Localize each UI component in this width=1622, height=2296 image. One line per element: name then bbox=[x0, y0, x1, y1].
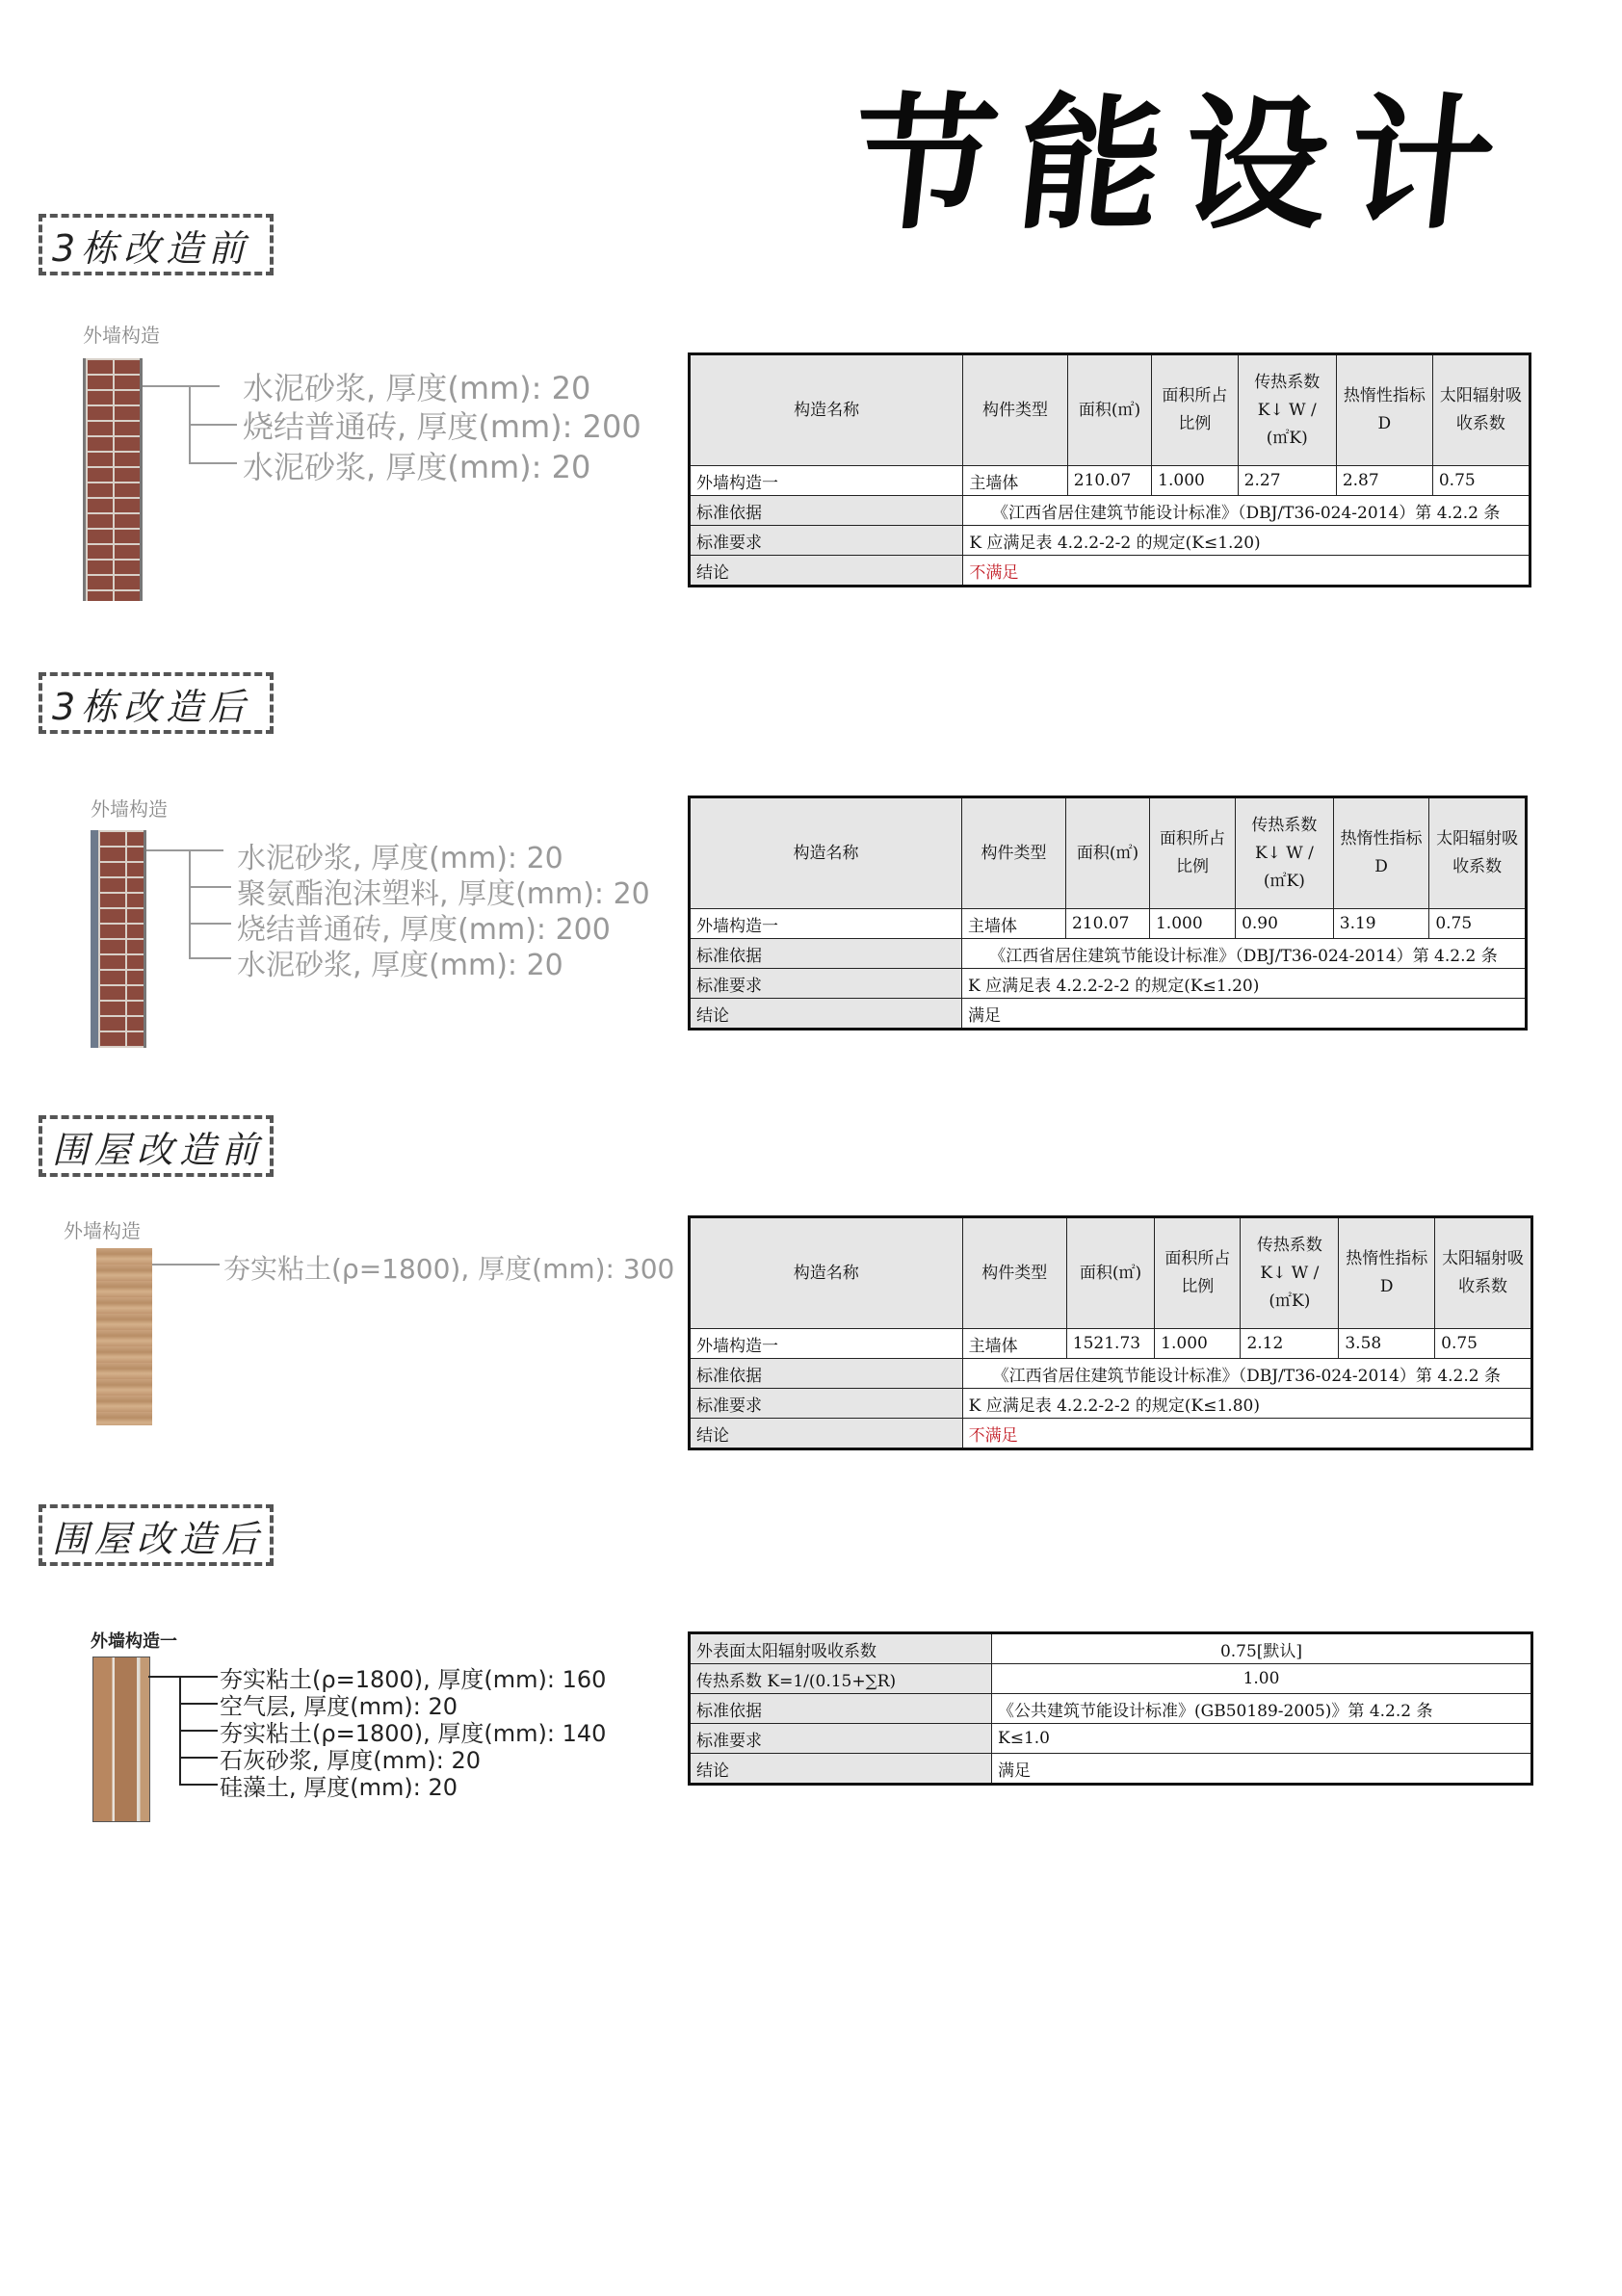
cell-conclusion: 满足 bbox=[962, 999, 1527, 1030]
leader-line bbox=[152, 1264, 220, 1265]
row-label: 标准依据 bbox=[690, 1694, 992, 1724]
row-label-requirement: 标准要求 bbox=[690, 1389, 963, 1419]
leader-line bbox=[179, 1703, 218, 1705]
cell-solar: 0.75 bbox=[1432, 466, 1530, 496]
wall-caption: 外墙构造一 bbox=[91, 1631, 177, 1652]
cell-requirement: K 应满足表 4.2.2-2-2 的规定(K≤1.20) bbox=[962, 969, 1527, 999]
row-label-conclusion: 结论 bbox=[690, 556, 963, 587]
table-row bbox=[690, 1754, 1532, 1785]
header-cell: 传热系数K↓ W / (㎡K) bbox=[1236, 797, 1334, 909]
table-row bbox=[690, 526, 1530, 556]
header-cell: 构件类型 bbox=[963, 354, 1067, 466]
header-cell: 热惰性指标 D bbox=[1336, 354, 1432, 466]
layered-earth-wall-illustration bbox=[92, 1657, 150, 1822]
layer-label: 烧结普通砖, 厚度(mm): 200 bbox=[243, 408, 641, 445]
table-row bbox=[690, 1694, 1532, 1724]
cell-value: 《公共建筑节能设计标准》(GB50189-2005)》第 4.2.2 条 bbox=[992, 1694, 1532, 1724]
header-cell: 构造名称 bbox=[690, 1217, 963, 1329]
header-cell: 面积(㎡) bbox=[1066, 1217, 1154, 1329]
cell-ratio: 1.000 bbox=[1155, 1329, 1241, 1359]
cell-d: 3.19 bbox=[1333, 909, 1429, 939]
layer-label: 石灰砂浆, 厚度(mm): 20 bbox=[220, 1747, 481, 1774]
section-title-tulou-before: 围屋改造前 bbox=[39, 1115, 274, 1177]
header-cell: 构造名称 bbox=[690, 797, 962, 909]
table-row bbox=[690, 1359, 1532, 1389]
row-label-conclusion: 结论 bbox=[690, 1419, 963, 1449]
leader-line bbox=[189, 923, 231, 925]
cell-standard: 《江西省居住建筑节能设计标准》（DBJ/T36-024-2014）第 4.2.2 条 bbox=[962, 1359, 1531, 1389]
header-cell: 面积(㎡) bbox=[1065, 797, 1149, 909]
layer-label: 水泥砂浆, 厚度(mm): 20 bbox=[243, 449, 591, 485]
header-cell: 构造名称 bbox=[690, 354, 963, 466]
header-cell: 太阳辐射吸收系数 bbox=[1432, 354, 1530, 466]
thermal-table-tulou-after bbox=[688, 1631, 1533, 1786]
section-title-building3-after: 3栋改造后 bbox=[39, 672, 274, 734]
row-label: 标准要求 bbox=[690, 1724, 992, 1754]
wall-caption: 外墙构造 bbox=[91, 797, 168, 821]
cell-value: K≤1.0 bbox=[992, 1724, 1532, 1754]
leader-line bbox=[189, 957, 231, 959]
table-row bbox=[690, 556, 1530, 587]
thermal-table-building3-before bbox=[688, 352, 1531, 587]
header-cell: 面积所占比例 bbox=[1149, 797, 1235, 909]
cell-name: 外墙构造一 bbox=[690, 909, 962, 939]
table-row bbox=[690, 1419, 1532, 1449]
leader-line bbox=[179, 1757, 218, 1759]
header-cell: 构件类型 bbox=[962, 1217, 1066, 1329]
row-label: 结论 bbox=[690, 1754, 992, 1785]
page-title: 节能设计 bbox=[843, 82, 1524, 249]
leader-line bbox=[189, 849, 191, 959]
row-label-conclusion: 结论 bbox=[690, 999, 962, 1030]
cell-solar: 0.75 bbox=[1429, 909, 1527, 939]
table-header-row bbox=[690, 1217, 1532, 1329]
table-row bbox=[690, 1633, 1532, 1664]
cell-value: 0.75[默认] bbox=[992, 1633, 1532, 1664]
cell-type: 主墙体 bbox=[963, 466, 1067, 496]
layer-label: 水泥砂浆, 厚度(mm): 20 bbox=[237, 949, 563, 982]
layer-label: 空气层, 厚度(mm): 20 bbox=[220, 1693, 458, 1720]
header-cell: 热惰性指标 D bbox=[1339, 1217, 1435, 1329]
header-cell: 构件类型 bbox=[962, 797, 1066, 909]
cell-d: 2.87 bbox=[1336, 466, 1432, 496]
row-label-requirement: 标准要求 bbox=[690, 969, 962, 999]
cell-d: 3.58 bbox=[1339, 1329, 1435, 1359]
leader-line bbox=[148, 1676, 218, 1678]
layer-label: 聚氨酯泡沫塑料, 厚度(mm): 20 bbox=[237, 877, 650, 911]
thermal-table-tulou-before bbox=[688, 1215, 1533, 1450]
header-cell: 传热系数K↓ W / (㎡K) bbox=[1238, 354, 1336, 466]
cell-area: 210.07 bbox=[1065, 909, 1149, 939]
section-title-building3-before: 3栋改造前 bbox=[39, 214, 274, 275]
leader-line bbox=[189, 424, 237, 426]
cell-standard: 《江西省居住建筑节能设计标准》（DBJ/T36-024-2014）第 4.2.2 条 bbox=[962, 939, 1527, 969]
cell-conclusion-fail: 不满足 bbox=[962, 1419, 1531, 1449]
thermal-table-building3-after bbox=[688, 796, 1528, 1031]
table-row bbox=[690, 909, 1527, 939]
cell-type: 主墙体 bbox=[962, 909, 1066, 939]
cell-ratio: 1.000 bbox=[1152, 466, 1239, 496]
layer-label: 夯实粘土(ρ=1800), 厚度(mm): 140 bbox=[220, 1720, 607, 1747]
header-cell: 太阳辐射吸收系数 bbox=[1429, 797, 1527, 909]
row-label-standard: 标准依据 bbox=[690, 939, 962, 969]
table-row bbox=[690, 939, 1527, 969]
cell-name: 外墙构造一 bbox=[690, 1329, 963, 1359]
cell-type: 主墙体 bbox=[962, 1329, 1066, 1359]
leader-line bbox=[143, 385, 220, 387]
header-cell: 热惰性指标 D bbox=[1333, 797, 1429, 909]
insulated-brick-wall-illustration bbox=[91, 830, 146, 1048]
layer-label: 水泥砂浆, 厚度(mm): 20 bbox=[243, 370, 591, 406]
table-row bbox=[690, 466, 1530, 496]
layer-label: 烧结普通砖, 厚度(mm): 200 bbox=[237, 913, 611, 947]
leader-line bbox=[189, 462, 237, 464]
cell-area: 210.07 bbox=[1067, 466, 1151, 496]
section-title-tulou-after: 围屋改造后 bbox=[39, 1504, 274, 1566]
cell-conclusion-fail: 不满足 bbox=[963, 556, 1530, 587]
layer-label: 水泥砂浆, 厚度(mm): 20 bbox=[237, 842, 563, 875]
cell-name: 外墙构造一 bbox=[690, 466, 963, 496]
cell-standard: 《江西省居住建筑节能设计标准》（DBJ/T36-024-2014）第 4.2.2 条 bbox=[963, 496, 1530, 526]
row-label-requirement: 标准要求 bbox=[690, 526, 963, 556]
header-cell: 面积所占比例 bbox=[1155, 1217, 1241, 1329]
leader-line bbox=[146, 849, 223, 851]
row-label-standard: 标准依据 bbox=[690, 496, 963, 526]
rammed-earth-wall-illustration bbox=[96, 1248, 152, 1425]
wall-caption: 外墙构造 bbox=[64, 1219, 141, 1242]
table-row bbox=[690, 496, 1530, 526]
header-cell: 面积(㎡) bbox=[1067, 354, 1151, 466]
table-row bbox=[690, 999, 1527, 1030]
header-cell: 传热系数K↓ W / (㎡K) bbox=[1241, 1217, 1339, 1329]
header-cell: 太阳辐射吸收系数 bbox=[1435, 1217, 1532, 1329]
cell-k: 0.90 bbox=[1236, 909, 1334, 939]
cell-requirement: K 应满足表 4.2.2-2-2 的规定(K≤1.80) bbox=[962, 1389, 1531, 1419]
row-label: 传热系数 K=1/(0.15+∑R) bbox=[690, 1664, 992, 1694]
table-row bbox=[690, 1664, 1532, 1694]
table-header-row bbox=[690, 797, 1527, 909]
leader-line bbox=[179, 1730, 218, 1732]
cell-value: 满足 bbox=[992, 1754, 1532, 1785]
leader-line bbox=[189, 886, 231, 888]
cell-area: 1521.73 bbox=[1066, 1329, 1154, 1359]
layer-label: 夯实粘土(ρ=1800), 厚度(mm): 160 bbox=[220, 1666, 607, 1693]
layer-label: 硅藻土, 厚度(mm): 20 bbox=[220, 1774, 458, 1801]
cell-value: 1.00 bbox=[992, 1664, 1532, 1694]
cell-solar: 0.75 bbox=[1435, 1329, 1532, 1359]
row-label: 外表面太阳辐射吸收系数 bbox=[690, 1633, 992, 1664]
table-row bbox=[690, 1389, 1532, 1419]
cell-ratio: 1.000 bbox=[1149, 909, 1235, 939]
brick-wall-illustration bbox=[83, 358, 143, 601]
cell-requirement: K 应满足表 4.2.2-2-2 的规定(K≤1.20) bbox=[963, 526, 1530, 556]
row-label-standard: 标准依据 bbox=[690, 1359, 963, 1389]
layer-label: 夯实粘土(ρ=1800), 厚度(mm): 300 bbox=[223, 1253, 675, 1285]
header-cell: 面积所占比例 bbox=[1152, 354, 1239, 466]
wall-caption: 外墙构造 bbox=[83, 324, 160, 347]
table-row bbox=[690, 969, 1527, 999]
table-row bbox=[690, 1724, 1532, 1754]
cell-k: 2.27 bbox=[1238, 466, 1336, 496]
table-header-row bbox=[690, 354, 1530, 466]
cell-k: 2.12 bbox=[1241, 1329, 1339, 1359]
leader-line bbox=[179, 1784, 218, 1786]
table-row bbox=[690, 1329, 1532, 1359]
